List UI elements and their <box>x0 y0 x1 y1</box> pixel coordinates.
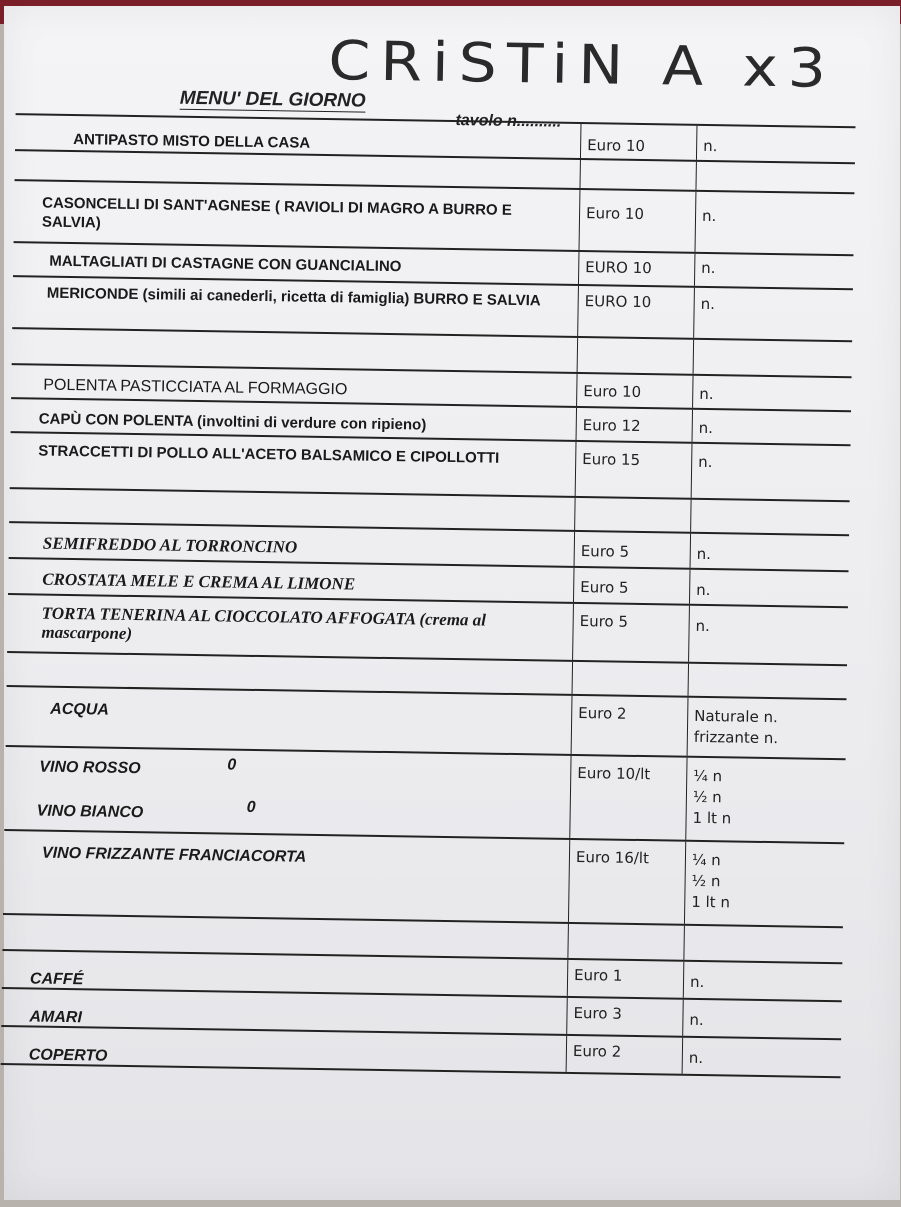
dish-name: SEMIFREDDO AL TORRONCINO <box>42 533 298 557</box>
price: Euro 15 <box>576 442 693 498</box>
dish-name: MERICONDE (simili ai canederli, ricetta di famiglia) BURRO E SALVIA <box>46 284 541 310</box>
quantity-field: n. <box>695 616 711 636</box>
dish-name: VINO FRIZZANTE FRANCIACORTA <box>41 844 307 866</box>
price: Euro 5 <box>575 532 692 568</box>
dish-name: VINO ROSSO <box>39 758 141 778</box>
wine-quantity-field <box>686 758 845 842</box>
quantity-field: n. <box>700 294 716 314</box>
quantity-line: ¼ n <box>691 850 721 870</box>
menu-title: MENU' DEL GIORNO <box>179 87 366 112</box>
dish-name: CASONCELLI DI SANT'AGNESE ( RAVIOLI DI MAGRO A BURRO E SALVIA) <box>41 194 512 232</box>
handwritten-zero: 0 <box>227 756 237 774</box>
price: Euro 1 <box>568 960 685 998</box>
dish-name: ACQUA <box>50 700 110 719</box>
quantity-line: ½ n <box>691 871 721 891</box>
price: Euro 10 <box>581 124 698 160</box>
water-quantity-field <box>688 698 847 758</box>
quantity-field: n. <box>696 580 711 600</box>
quantity-field: n. <box>689 972 705 992</box>
dish-name: TORTA TENERINA AL CIOCCOLATO AFFOGATA (crema al mascarpone) <box>41 603 487 644</box>
quantity-field: n. <box>698 418 714 438</box>
dish-name: MALTAGLIATI DI CASTAGNE CON GUANCIALINO <box>49 252 402 276</box>
quantity-line: Naturale n. <box>694 706 778 727</box>
quantity-line: frizzante n. <box>693 727 779 748</box>
quantity-field: n. <box>698 452 713 472</box>
table-row <box>4 747 845 844</box>
quantity-field: n. <box>696 544 712 564</box>
table-number-field: tavolo n.......... <box>455 112 562 131</box>
dish-name: CROSTATA MELE E CREMA AL LIMONE <box>42 569 356 594</box>
price: Euro 5 <box>574 568 691 604</box>
quantity-field: n. <box>699 384 714 404</box>
price: Euro 3 <box>567 998 684 1036</box>
quantity-field: n. <box>701 258 716 278</box>
price: Euro 5 <box>573 604 690 662</box>
table-row <box>3 831 844 928</box>
price: Euro 2 <box>567 1036 684 1074</box>
quantity-line: 1 lt n <box>691 892 731 912</box>
menu-table <box>1 113 856 1078</box>
dish-name: POLENTA PASTICCIATA AL FORMAGGIO <box>43 376 348 399</box>
dish-name: COPERTO <box>28 1046 108 1065</box>
price: Euro 16/lt <box>569 840 686 924</box>
handwritten-note: CRiSTiN A x3 <box>327 29 837 101</box>
dish-name: VINO BIANCO <box>36 802 144 822</box>
price: EURO 10 <box>579 252 695 286</box>
dish-name: CAPÙ CON POLENTA (involtini di verdure con ripieno) <box>38 410 427 434</box>
quantity-field: n. <box>703 136 718 156</box>
quantity-line: ½ n <box>692 787 722 807</box>
dish-name: AMARI <box>29 1008 82 1027</box>
price: EURO 10 <box>578 286 695 338</box>
dish-name: CAFFÉ <box>29 970 84 989</box>
price: Euro 12 <box>577 408 693 442</box>
price: Euro 2 <box>572 696 689 756</box>
quantity-field: n. <box>689 1010 704 1030</box>
price: Euro 10 <box>580 190 697 252</box>
price: Euro 10 <box>577 374 693 408</box>
quantity-line: 1 lt n <box>692 808 732 828</box>
wine-quantity-field <box>685 842 844 926</box>
dish-name: ANTIPASTO MISTO DELLA CASA <box>73 131 311 152</box>
price: Euro 10/lt <box>570 756 687 840</box>
quantity-field: n. <box>701 206 717 226</box>
handwritten-zero: 0 <box>246 798 256 816</box>
quantity-line: ¼ n <box>693 766 723 786</box>
quantity-field: n. <box>688 1048 704 1068</box>
dish-name: STRACCETTI DI POLLO ALL'ACETO BALSAMICO E CIPOLLOTTI <box>38 442 500 467</box>
